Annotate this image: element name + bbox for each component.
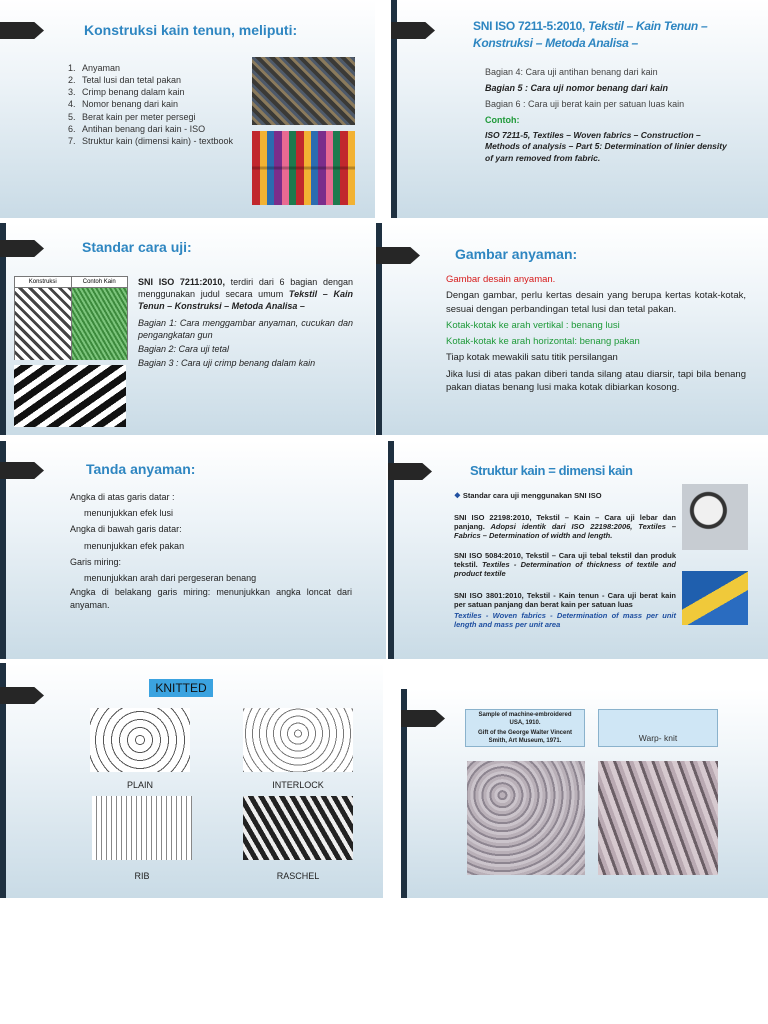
list-item: Kotak-kotak ke arah horizontal: benang pakan bbox=[446, 336, 640, 348]
sni-iso-7211-text: SNI ISO 7211:2010, terdiri dari 6 bagian dengan menggunakan judul secara umum Tekstil – Kain Tenun – Konstruksi – Metoda Analisa – bbox=[138, 277, 354, 312]
plain-label: PLAIN bbox=[126, 780, 153, 790]
plain-knit-diagram bbox=[90, 708, 190, 772]
tanda-points bbox=[70, 489, 352, 611]
fabric-sample bbox=[72, 288, 128, 360]
list-item: 6. Antihan benang dari kain - ISO bbox=[78, 123, 250, 135]
list-item: Angka di belakang garis miring: menunjukkan angka loncat dari anyaman. bbox=[70, 587, 352, 610]
example-text: ISO 7211-5, Textiles – Woven fabrics – Construction – Methods of analysis – Part 5: Determination of linier density of yarn removed from fabric. bbox=[485, 130, 727, 163]
sni-item-2: SNI ISO 5084:2010, Tekstil – Cara uji tebal tekstil dan produk tekstil. Textiles - Determination of thickness of textile and product textile bbox=[454, 551, 676, 578]
slide-title: Gambar anyaman: bbox=[455, 246, 578, 262]
interlock-knit-diagram bbox=[243, 708, 353, 772]
warp-knit-fabric-photo bbox=[598, 761, 718, 875]
list-item: Angka di atas garis datar : bbox=[70, 492, 175, 502]
list-item: 2. Tetal lusi dan tetal pakan bbox=[78, 74, 250, 86]
list-item: 5. Berat kain per meter persegi bbox=[78, 111, 250, 123]
raschel-knit-diagram bbox=[243, 796, 353, 860]
list-item: Jika lusi di atas pakan diberi tanda silang atau diarsir, tapi bila benang pakan diatas benang lusi maka kotak dibiarkan kosong. bbox=[446, 368, 746, 394]
slide-gambar-anyaman bbox=[376, 223, 768, 435]
list-item: Kotak-kotak ke arah vertikal : benang lusi bbox=[446, 319, 620, 331]
knitted-badge: KNITTED bbox=[149, 679, 213, 697]
slide-knitted bbox=[0, 663, 383, 898]
embroidered-caption-box: Sample of machine-embroidered USA, 1910. Gift of the George Walter Vincent Smith, Art Museum, 1971. bbox=[465, 709, 585, 747]
item-list bbox=[60, 62, 250, 147]
bagian-6-line: Bagian 6 : Cara uji berat kain per satuan luas kain bbox=[485, 99, 685, 109]
slide-arrow-marker bbox=[0, 687, 44, 704]
bagian-5-line: Bagian 5 : Cara uji nomor benang dari kain bbox=[485, 83, 669, 93]
slide-title: SNI ISO 7211-5:2010, Tekstil – Kain Tenun – Konstruksi – Metoda Analisa – bbox=[473, 19, 708, 50]
list-item: 7. Struktur kain (dimensi kain) - textbook bbox=[78, 135, 250, 147]
raschel-label: RASCHEL bbox=[276, 871, 320, 881]
slide-arrow-marker bbox=[401, 710, 445, 727]
anyaman-points bbox=[446, 273, 746, 394]
sni-item-3: SNI ISO 3801:2010, Tekstil - Kain tenun - Cara uji berat kain per satuan panjang dan berat kain per satuan luas Textiles - Woven fabrics - Determination of mass per unit length and mass per unit area bbox=[454, 591, 676, 629]
bagian-3-line: Bagian 3 : Cara uji crimp benang dalam kain bbox=[138, 358, 316, 368]
bagian-2-line: Bagian 2: Cara uji tetal bbox=[138, 344, 230, 354]
list-item: 3. Crimp benang dalam kain bbox=[78, 86, 250, 98]
intro-line: ❖ Standar cara uji menggunakan SNI ISO bbox=[454, 491, 602, 500]
slide-arrow-marker bbox=[0, 240, 44, 257]
embroidered-fabric-photo bbox=[467, 761, 585, 875]
warp-knit-label-box: Warp- knit bbox=[598, 709, 718, 747]
rib-label: RIB bbox=[134, 871, 150, 881]
woven-fabric-photo bbox=[252, 57, 355, 125]
colorful-fabric-photo bbox=[252, 131, 355, 205]
sni-item-1: SNI ISO 22198:2010, Tekstil – Kain – Cara uji lebar dan panjang. Adopsi identik dari ISO 22198:2006, Textiles – Fabrics – Determination of width and length. bbox=[454, 513, 676, 540]
rib-knit-diagram bbox=[92, 796, 192, 860]
bagian-1-line: Bagian 1: Cara menggambar anyaman, cucukan dan pengangkatan gun bbox=[138, 318, 353, 341]
list-item: Garis miring: bbox=[70, 556, 122, 567]
weave-diagram bbox=[15, 288, 72, 360]
contoh-label: Contoh: bbox=[485, 115, 520, 125]
slide-arrow-marker bbox=[391, 22, 435, 39]
list-item: Angka di bawah garis datar: bbox=[70, 524, 182, 535]
table-header: Konstruksi Contoh Kain bbox=[15, 277, 127, 288]
slide-arrow-marker bbox=[376, 247, 420, 264]
slide-arrow-marker bbox=[388, 463, 432, 480]
slide-standar-cara-uji bbox=[0, 223, 375, 435]
list-item: 4. Nomor benang dari kain bbox=[78, 98, 250, 110]
slide-konstruksi-kain bbox=[0, 0, 375, 218]
list-item-detail: menunjukkan efek lusi bbox=[84, 508, 174, 519]
slide-title: Standar cara uji: bbox=[82, 239, 192, 255]
bagian-4-line: Bagian 4: Cara uji antihan benang dari kain bbox=[485, 67, 658, 77]
list-item: 1. Anyaman bbox=[78, 62, 250, 74]
interlock-label: INTERLOCK bbox=[272, 780, 324, 790]
slide-arrow-marker bbox=[0, 462, 44, 479]
slide-arrow-marker bbox=[0, 22, 44, 39]
slide-tanda-anyaman bbox=[0, 441, 386, 659]
slide-title: Tanda anyaman: bbox=[86, 461, 196, 477]
slide-sni-iso-7211-5 bbox=[391, 0, 768, 218]
weave-construction-table bbox=[14, 276, 128, 360]
slide-warp-knit bbox=[401, 689, 768, 898]
slide-title: Konstruksi kain tenun, meliputi: bbox=[84, 22, 298, 38]
slide-struktur-kain bbox=[388, 441, 768, 659]
measuring-tape-photo bbox=[682, 571, 748, 625]
list-item-detail: menunjukkan efek pakan bbox=[84, 540, 185, 551]
list-item: Gambar desain anyaman. bbox=[446, 274, 556, 285]
weave-pattern-image bbox=[14, 365, 126, 427]
slide-title: Struktur kain = dimensi kain bbox=[470, 463, 633, 478]
list-item-detail: menunjukkan arah dari pergeseran benang bbox=[84, 572, 257, 583]
thickness-gauge-photo bbox=[682, 484, 748, 550]
list-item: Dengan gambar, perlu kertas desain yang berupa kertas kotak-kotak, sesuai dengan perbandingan tetal lusi dan tetal pakan. bbox=[446, 290, 746, 315]
list-item: Tiap kotak mewakili satu titik persilangan bbox=[446, 352, 618, 364]
